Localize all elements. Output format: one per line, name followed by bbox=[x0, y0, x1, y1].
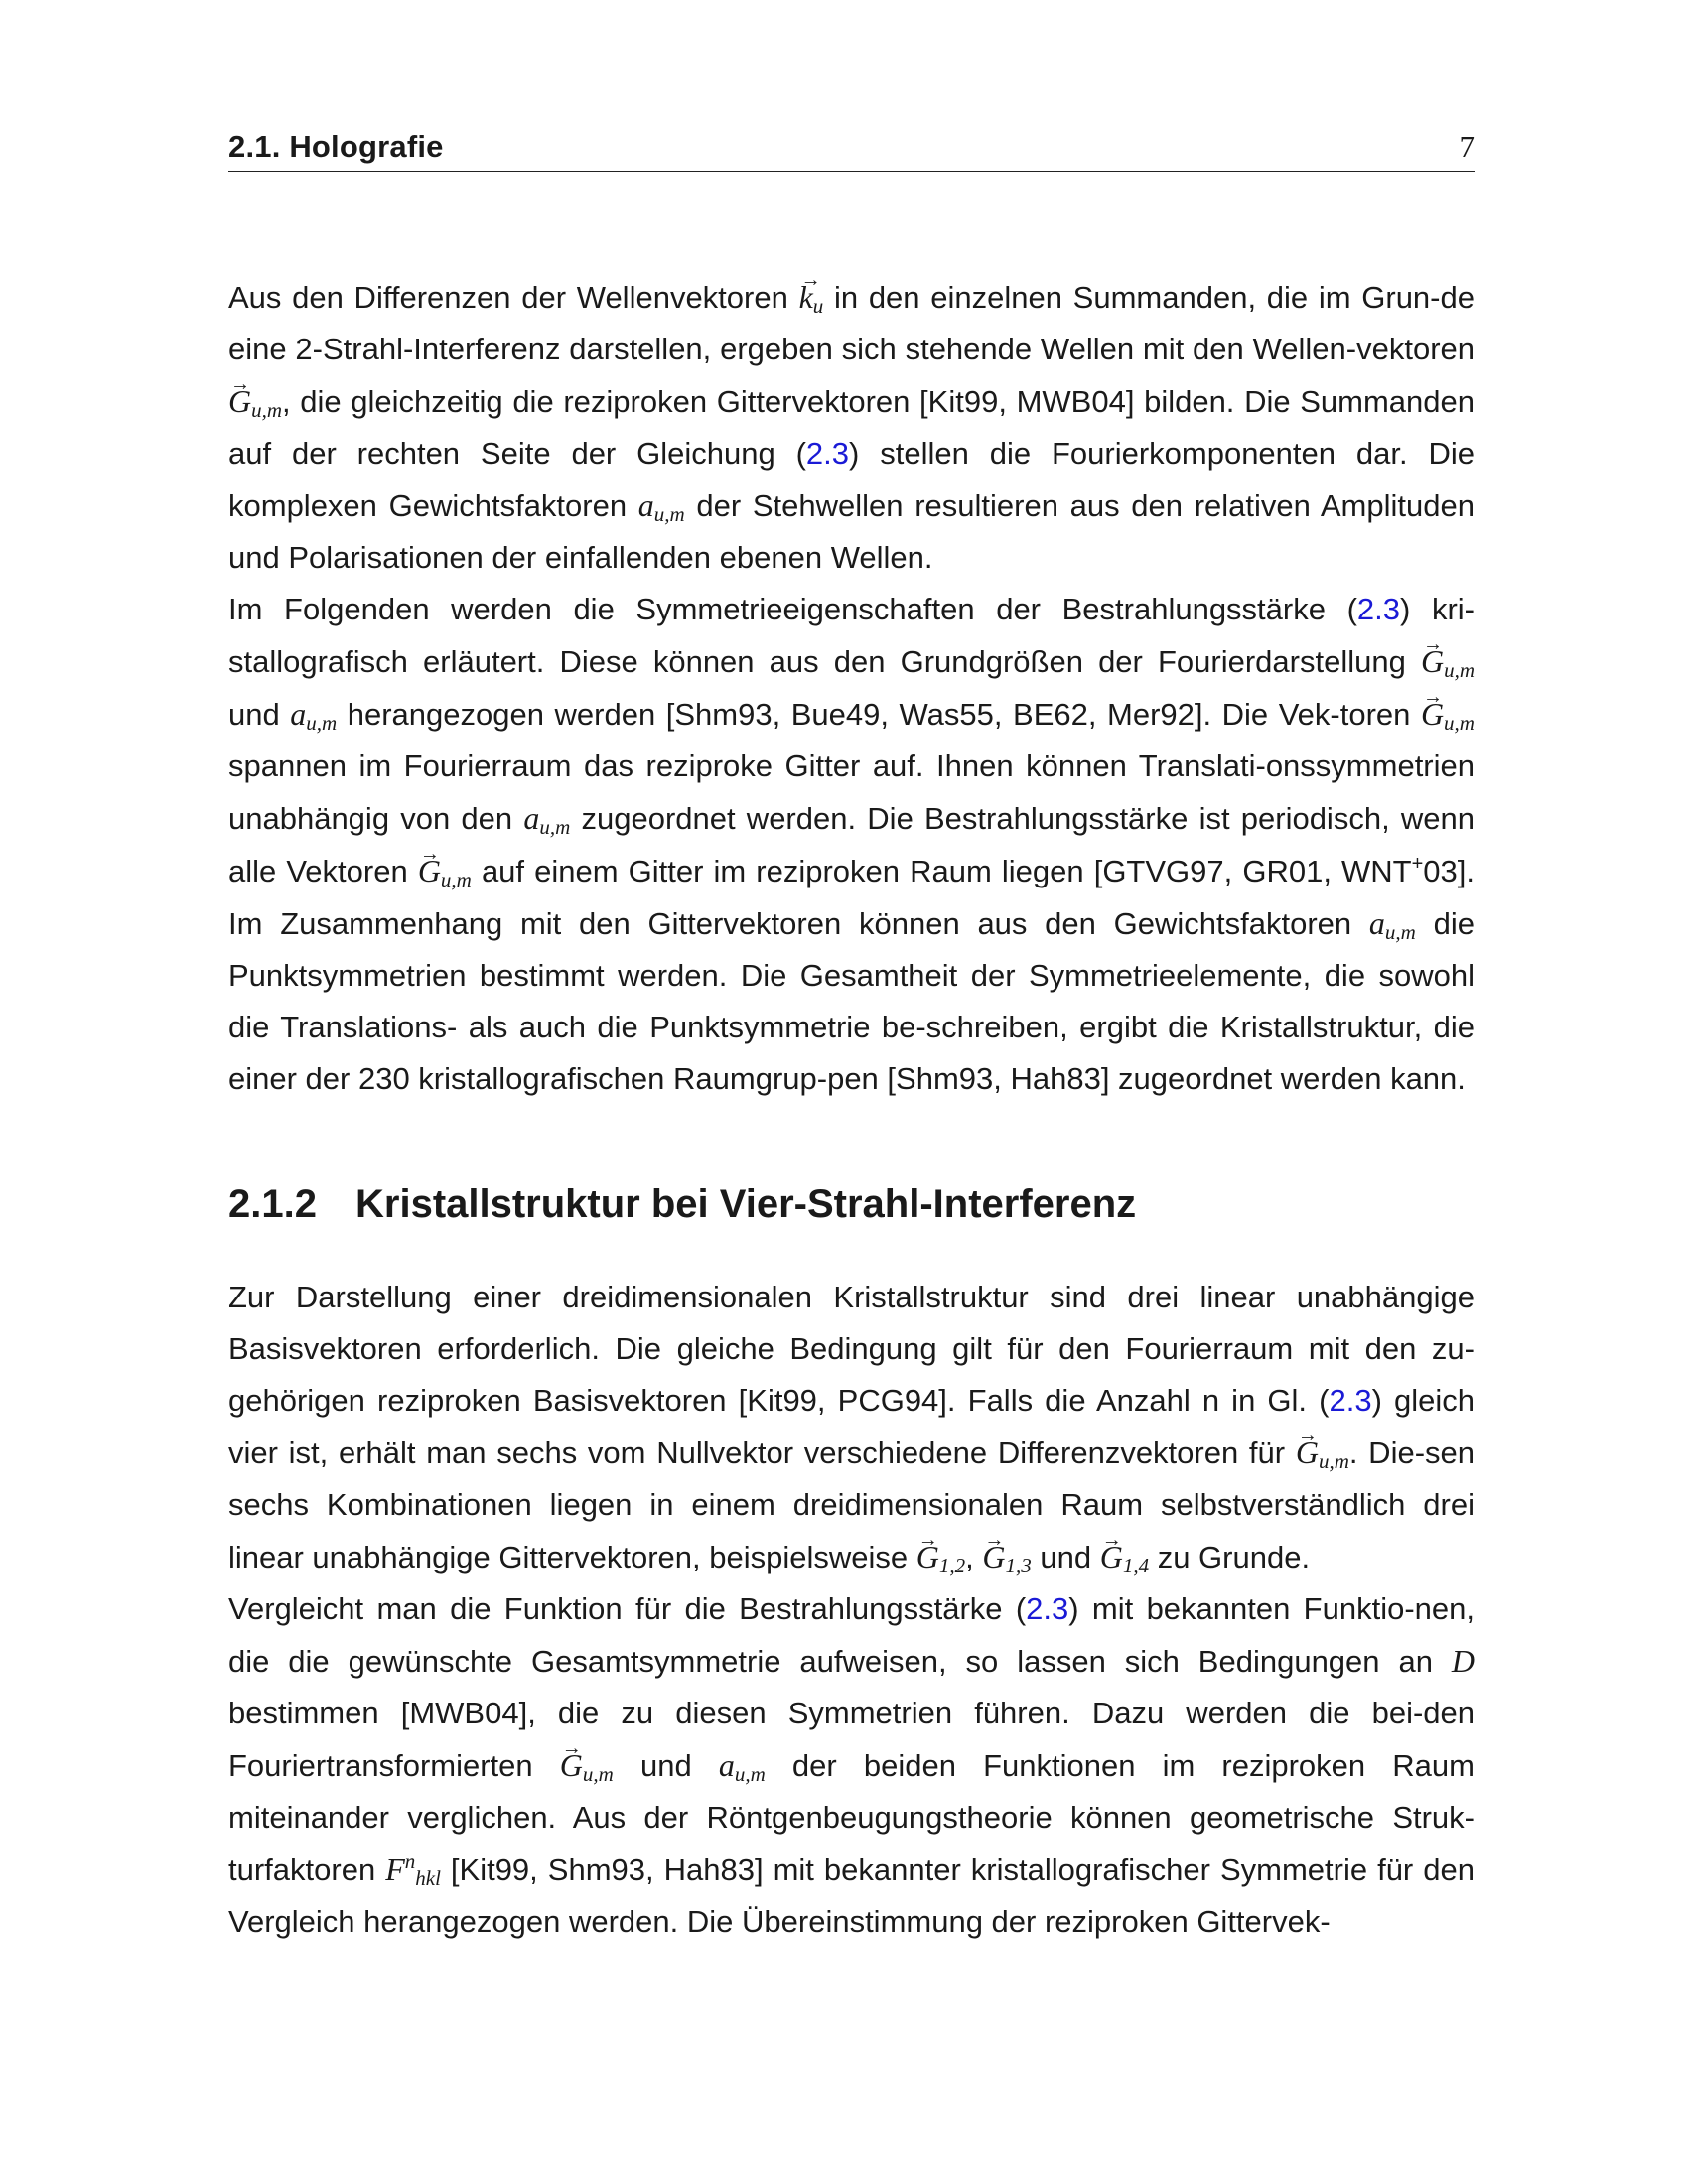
document-page bbox=[228, 0, 1475, 2184]
text-run: spannen im Fourierraum das reziproke Gitter auf. Ihnen können Translati-onssymmetrien unabhängig von den bbox=[228, 749, 1475, 836]
text-run: zugeordnet werden. Die Bestrahlungsstärke ist periodisch, wenn alle Vektoren bbox=[228, 801, 1475, 888]
text-run: die Punktsymmetrien bestimmt werden. Die Gesamtheit der Symmetrieelemente, die sowohl die Translations- als auch die Punktsymmetrie be-schreiben, ergibt die Kristallstruktur, die einer der 230 kristallografischen Raumgrup-pen [Shm93, Hah83] zugeordnet werden kann. bbox=[228, 906, 1475, 1096]
text-run: 03]. Im Zusammenhang mit den Gittervektoren können aus den Gewichtsfaktoren bbox=[228, 854, 1476, 941]
section-number: 2.1.2 bbox=[228, 1182, 317, 1226]
text-run: der beiden Funktionen im reziproken Raum miteinander verglichen. Aus der Röntgenbeugungstheorie können geometrische Struk-turfaktoren bbox=[228, 1748, 1475, 1887]
math-G-um: → $G_{u,m}$ bbox=[1296, 1434, 1349, 1470]
text-run: [Kit99, Shm93, Hah83] mit bekannter kristallografischer Symmetrie für den Vergleich herangezogen werden. Die Übereinstimmung der reziproken Gittervek- bbox=[228, 1852, 1475, 1939]
equation-ref-link[interactable]: 2.3 bbox=[1356, 592, 1401, 626]
paragraph-2 bbox=[228, 584, 1475, 1105]
math-G-13: → $G_{1,3}$ bbox=[982, 1539, 1031, 1574]
math-a-um: $a_{u,m}$ bbox=[637, 487, 685, 526]
text-run: . Die-sen sechs Kombinationen liegen in einem dreidimensionalen Raum selbstverständlich drei linear unabhängige Gittervektoren, beispielsweise bbox=[228, 1435, 1475, 1574]
text-run: ) kri-stallografisch erläutert. Diese können aus den Grundgrößen der Fourierdarstellung bbox=[228, 592, 1475, 679]
text-run: der Stehwellen resultieren aus den relativen Amplituden und Polarisationen der einfallenden ebenen Wellen. bbox=[228, 488, 1475, 575]
math-G-um: → $G_{u,m}$ bbox=[560, 1747, 614, 1783]
text-run: herangezogen werden [Shm93, Bue49, Was55, BE62, Mer92]. Die Vek-toren bbox=[347, 697, 1411, 732]
section-title: Kristallstruktur bei Vier-Strahl-Interferenz bbox=[355, 1182, 1137, 1226]
text-run: ) gleich vier ist, erhält man sechs vom Nullvektor verschiedene Differenzvektoren für bbox=[228, 1383, 1476, 1470]
text-run: Zur Darstellung einer dreidimensionalen Kristallstruktur sind drei linear unabhängige Basisvektoren erforderlich. Die gleiche Bedingung gilt für den Fourierraum mit den zu-gehörigen reziproken Basisvektoren [Kit99, PCG94]. Falls die Anzahl n in Gl. ( bbox=[228, 1280, 1475, 1418]
running-header bbox=[228, 125, 1475, 172]
paragraph-4 bbox=[228, 1583, 1475, 1948]
math-G-um: → $G_{u,m}$ bbox=[418, 853, 472, 888]
text-run: zu Grunde. bbox=[1157, 1540, 1311, 1574]
paragraph-3: Zur Darstellung einer dreidimensionalen Kristallstruktur sind drei linear unabhängige Basisvektoren erforderlich. Die gleiche Bedingung gilt für den Fourierraum mit den zu-gehörigen reziproken Basisvektoren [Kit99, PCG94]. Falls die Anzahl n in Gl. (2.3) gleich vier ist, erhält man sechs vom Nullvektor verschiedene Differenzvektoren für → $G_{u,m}$. Die-sen sechs Kombinationen liegen in einem dreidimensionalen Raum selbstverständlich drei linear unabhängige Gittervektoren, beispielsweise → $G_{1,2}$, → $G_{1,3}$ und → $G_{1,4}$ zu Grunde. bbox=[228, 1272, 1475, 1583]
text-run: und bbox=[228, 697, 280, 732]
math-k-u: → $k_u$ bbox=[799, 279, 824, 315]
math-D: D bbox=[1451, 1643, 1475, 1679]
text-run: in den einzelnen Summanden, die im Grun-de eine 2-Strahl-Interferenz darstellen, ergeben sich stehende Wellen mit den Wellen-vektoren bbox=[228, 280, 1475, 366]
math-a-um: $a_{u,m}$ bbox=[718, 1747, 766, 1786]
math-a-um: $a_{u,m}$ bbox=[1368, 905, 1416, 944]
body-text bbox=[228, 271, 1475, 1948]
paragraph-1 bbox=[228, 271, 1475, 584]
math-a-um: $a_{u,m}$ bbox=[290, 696, 338, 735]
header-section-title: 2.1. Holografie bbox=[228, 129, 444, 164]
equation-ref-link[interactable]: 2.3 bbox=[805, 436, 850, 471]
math-G-12: → $G_{1,2}$ bbox=[916, 1539, 965, 1574]
math-F-hkl: $F^n_{hkl}$ bbox=[385, 1849, 441, 1890]
math-G-um: → $G_{u,m}$ bbox=[1421, 696, 1475, 732]
text-run: auf einem Gitter im reziproken Raum liegen [GTVG97, GR01, WNT bbox=[481, 854, 1412, 888]
section-heading bbox=[228, 1178, 1475, 1230]
text-run: bestimmen [MWB04], die zu diesen Symmetrien führen. Dazu werden die bei-den Fouriertransformierten bbox=[228, 1696, 1475, 1783]
text-run: Aus den Differenzen der Wellenvektoren bbox=[228, 280, 788, 315]
equation-ref-link[interactable]: 2.3 bbox=[1329, 1383, 1372, 1418]
superscript: + bbox=[1411, 853, 1424, 875]
math-G-14: → $G_{1,4}$ bbox=[1100, 1539, 1149, 1574]
math-G-um: → $G_{u,m}$ bbox=[228, 383, 282, 419]
math-a-um: $a_{u,m}$ bbox=[523, 800, 571, 839]
equation-ref-link[interactable]: 2.3 bbox=[1026, 1591, 1069, 1626]
math-G-um: → $G_{u,m}$ bbox=[1421, 643, 1475, 679]
text-run: Im Folgenden werden die Symmetrieeigenschaften der Bestrahlungsstärke ( bbox=[228, 592, 1357, 626]
text-run: Vergleicht man die Funktion für die Bestrahlungsstärke ( bbox=[228, 1591, 1027, 1626]
text-run: ) stellen die Fourierkomponenten dar. Die komplexen Gewichtsfaktoren bbox=[228, 436, 1475, 523]
text-run: ) mit bekannten Funktio-nen, die die gewünschte Gesamtsymmetrie aufweisen, so lassen sich Bedingungen an bbox=[228, 1591, 1475, 1679]
text-run: , die gleichzeitig die reziproken Gittervektoren [Kit99, MWB04] bilden. Die Summanden auf der rechten Seite der Gleichung ( bbox=[228, 384, 1475, 471]
header-page-number: 7 bbox=[1459, 129, 1475, 164]
text-run: und bbox=[639, 1748, 692, 1783]
